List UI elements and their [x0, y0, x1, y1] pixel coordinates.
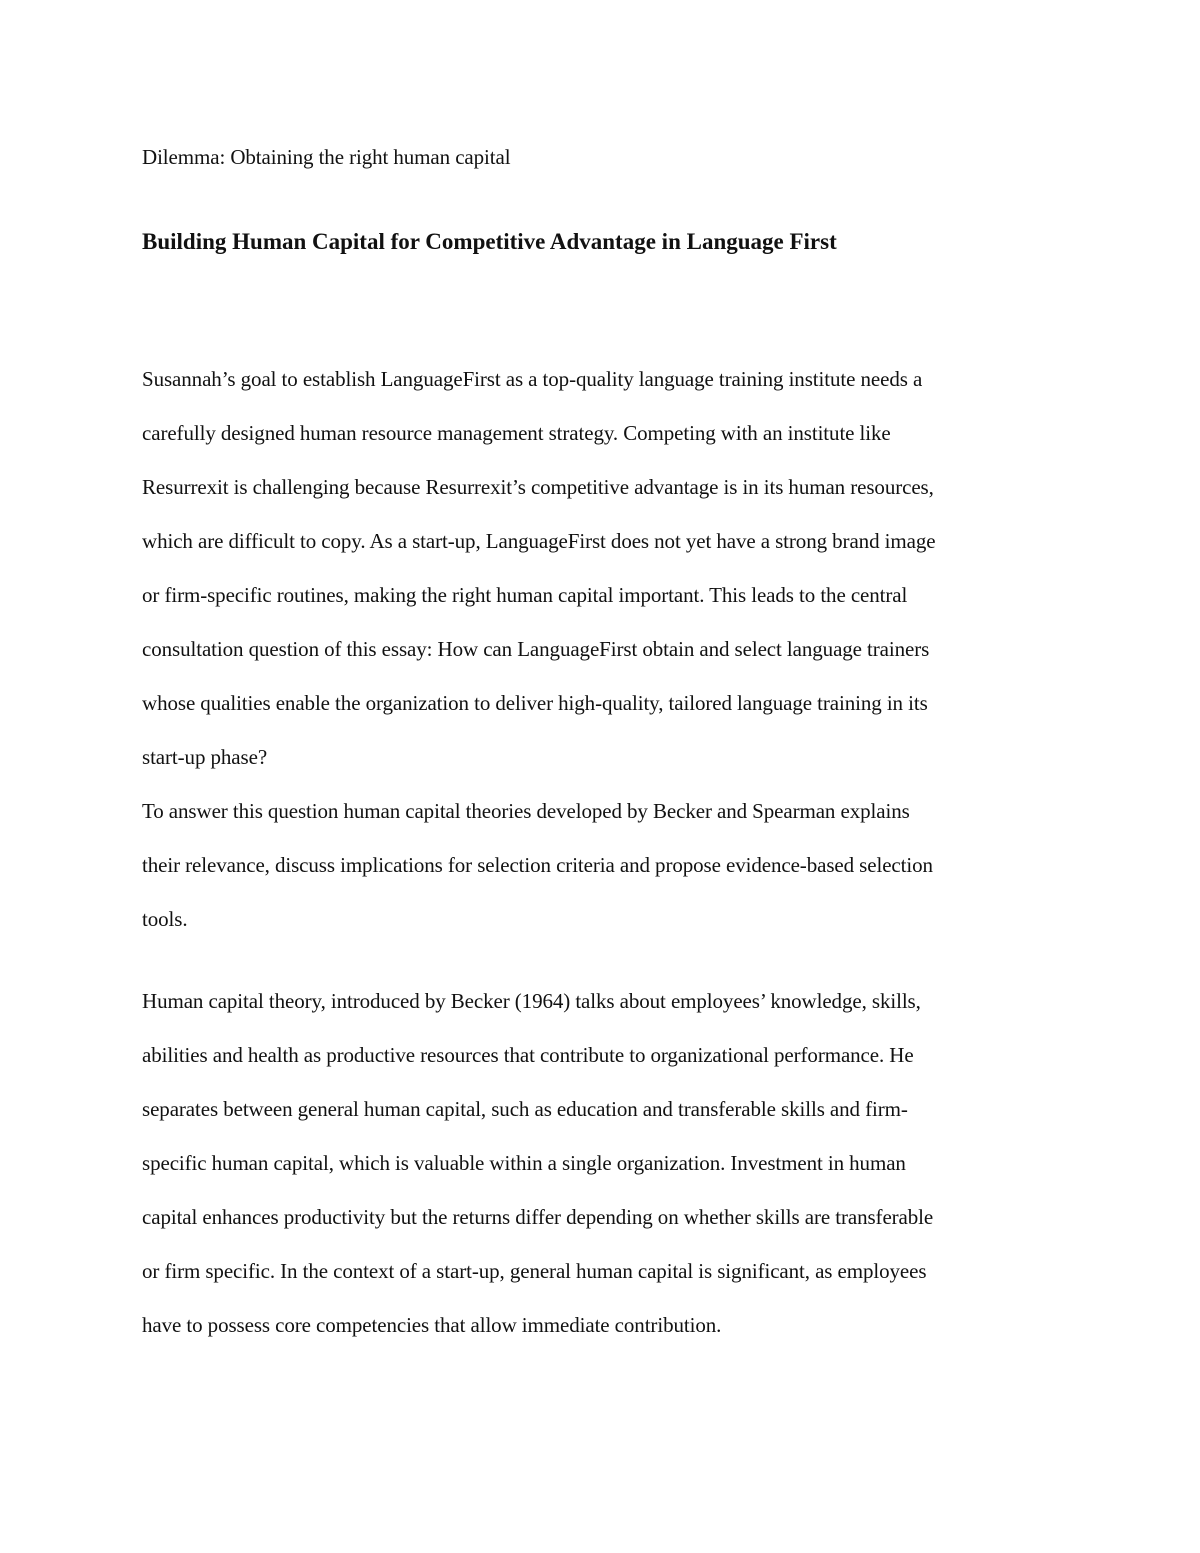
paragraph-1-line: or firm-specific routines, making the right human capital important. This leads to the central	[142, 583, 908, 607]
paragraph-1-line: whose qualities enable the organization to deliver high-quality, tailored language training in its	[142, 691, 928, 715]
paragraph-3-line: or firm specific. In the context of a start-up, general human capital is significant, as employees	[142, 1259, 927, 1283]
paragraph-1-line: Resurrexit is challenging because Resurrexit’s competitive advantage is in its human resources,	[142, 475, 934, 499]
paragraph-1-line: Susannah’s goal to establish LanguageFirst as a top-quality language training institute needs a	[142, 367, 923, 391]
paragraph-3-line: Human capital theory, introduced by Becker (1964) talks about employees’ knowledge, skills,	[142, 989, 921, 1013]
document-title: Building Human Capital for Competitive Advantage in Language First	[142, 229, 837, 254]
paragraph-2-line: To answer this question human capital theories developed by Becker and Spearman explains	[142, 799, 910, 823]
paragraph-3-line: capital enhances productivity but the returns differ depending on whether skills are transferable	[142, 1205, 934, 1229]
paragraph-1-line: which are difficult to copy. As a start-up, LanguageFirst does not yet have a strong brand image	[142, 529, 936, 553]
paragraph-3-line: separates between general human capital, such as education and transferable skills and firm-	[142, 1097, 908, 1121]
dilemma-line: Dilemma: Obtaining the right human capital	[142, 145, 511, 169]
paragraph-1-line: carefully designed human resource management strategy. Competing with an institute like	[142, 421, 891, 445]
paragraph-1-line: consultation question of this essay: How can LanguageFirst obtain and select language trainers	[142, 637, 930, 661]
paragraph-1-line: start-up phase?	[142, 745, 268, 769]
paragraph-3-line: abilities and health as productive resources that contribute to organizational performance. He	[142, 1043, 914, 1067]
paragraph-3-line: have to possess core competencies that allow immediate contribution.	[142, 1313, 722, 1337]
paragraph-2-line: their relevance, discuss implications for selection criteria and propose evidence-based selection	[142, 853, 933, 877]
paragraph-3-line: specific human capital, which is valuable within a single organization. Investment in human	[142, 1151, 906, 1175]
paragraph-2-line: tools.	[142, 907, 188, 931]
